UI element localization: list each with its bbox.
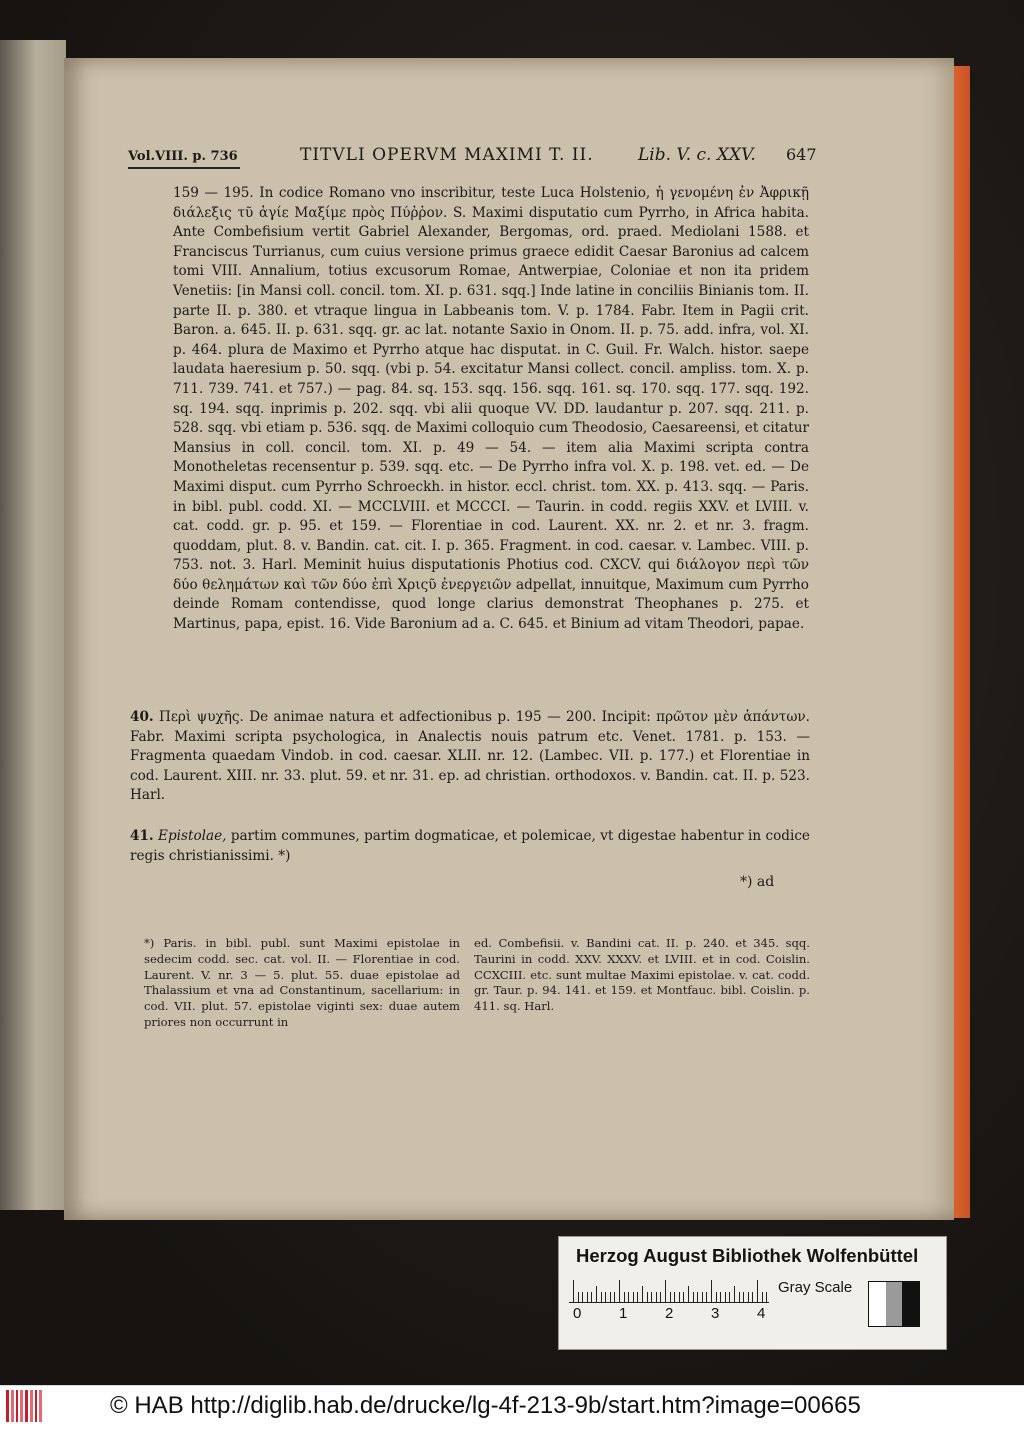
volume-reference-underline [128, 167, 240, 169]
ruler-tick [757, 1280, 758, 1302]
gray-scale-label: Gray Scale [778, 1279, 853, 1296]
library-name: Herzog August Bibliothek Wolfenbüttel [576, 1245, 919, 1266]
copyright-url[interactable]: © HAB http://diglib.hab.de/drucke/lg-4f-213-9b/start.htm?image=00665 [110, 1392, 861, 1419]
ruler-tick [656, 1292, 657, 1302]
ruler-tick [647, 1292, 648, 1302]
scale-ruler [569, 1278, 769, 1303]
ruler-tick [637, 1292, 638, 1302]
entry-text: De animae natura et adfectionibus p. 195 — 200. Incipit: πρῶτον μὲν ἁπάντων. Fabr. Maximi scripta psychologica, in Analectis nouis patrum etc. Venet. 1781. p. 153. — Fragmenta quaedam Vindob. in cod. caesar. XLII. nr. 12. (Lambec. VII. p. 177.) et Florentiae in cod. Laurent. XIII. nr. 33. plut. 59. et nr. 31. ep. ad christian. orthodoxos. v. Bandin. cat. II. p. 523. Harl. [130, 709, 810, 804]
hab-logo [6, 1390, 42, 1422]
ruler-tick [706, 1292, 707, 1302]
ruler-tick [642, 1286, 643, 1302]
ruler-tick [587, 1292, 588, 1302]
ruler-tick [670, 1292, 671, 1302]
ruler-tick [752, 1292, 753, 1302]
ruler-tick [743, 1292, 744, 1302]
ruler-tick [660, 1292, 661, 1302]
facing-page-edge [0, 40, 66, 1210]
ruler-tick [716, 1292, 717, 1302]
ruler-tick [720, 1292, 721, 1302]
scale-number: 4 [757, 1305, 766, 1322]
ruler-tick [614, 1292, 615, 1302]
ruler-tick [766, 1292, 767, 1302]
gray-swatch [886, 1282, 903, 1326]
running-title: TITVLI OPERVM MAXIMI T. II. [300, 145, 594, 165]
footnote-left-column: *) Paris. in bibl. publ. sunt Maximi epistolae in sedecim codd. sec. cat. vol. II. — Florentiae in cod. Laurent. V. nr. 3 — 5. plut. 55. duae epistolae ad Thalassium et vna ad Constantinum, sacellarium: in cod. VII. plut. 57. epistolae viginti sex: duae autem priores non occurrunt in [144, 936, 460, 1029]
ruler-tick [702, 1292, 703, 1302]
ruler-tick [591, 1292, 592, 1302]
gray-scale-swatches [868, 1281, 920, 1327]
ruler-tick [729, 1292, 730, 1302]
ruler-tick [633, 1292, 634, 1302]
gray-swatch [869, 1282, 886, 1326]
entry-41 [130, 827, 810, 866]
running-head [120, 143, 817, 171]
book-chapter-reference: Lib. V. c. XXV. [638, 145, 756, 165]
ruler-tick [619, 1280, 620, 1302]
ruler-tick [601, 1292, 602, 1302]
ruler-tick [651, 1292, 652, 1302]
ruler-tick [739, 1292, 740, 1302]
gray-swatch [902, 1282, 919, 1326]
entry-40 [130, 708, 810, 806]
ruler-tick [578, 1292, 579, 1302]
ruler-tick [679, 1292, 680, 1302]
scale-number: 3 [711, 1305, 720, 1322]
ruler-tick [693, 1292, 694, 1302]
ruler-tick [688, 1286, 689, 1302]
scale-number: 2 [665, 1305, 674, 1322]
entry-number: 41. [130, 828, 154, 844]
ruler-tick [748, 1292, 749, 1302]
entry-heading: Epistolae, [158, 828, 227, 844]
ruler-tick [610, 1292, 611, 1302]
ruler-tick [628, 1292, 629, 1302]
ruler-tick [596, 1286, 597, 1302]
ruler-tick [573, 1280, 574, 1302]
scale-numbers [569, 1305, 809, 1327]
ruler-tick [734, 1286, 735, 1302]
entry-heading: Περὶ ψυχῆς. [159, 709, 244, 725]
ruler-tick [674, 1292, 675, 1302]
entry-number: 40. [130, 709, 154, 725]
page-number: 647 [786, 145, 817, 164]
ruler-tick [605, 1292, 606, 1302]
ruler-tick [711, 1280, 712, 1302]
ruler-tick [697, 1292, 698, 1302]
volume-reference: Vol.VIII. p. 736 [128, 149, 238, 164]
ruler-tick [683, 1292, 684, 1302]
ruler-tick [762, 1292, 763, 1302]
ruler-tick [725, 1292, 726, 1302]
scale-number: 1 [619, 1305, 628, 1322]
ruler-tick [582, 1292, 583, 1302]
ruler-tick [624, 1292, 625, 1302]
ruler-tick [665, 1280, 666, 1302]
footnote-right-column: ed. Combefisii. v. Bandini cat. II. p. 240. et 345. sqq. Taurini in codd. XXV. XXXV. et LVIII. et in cod. Coislin. CCXCIII. etc. sunt multae Maximi epistolae. v. cat. codd. gr. Taur. p. 94. 141. et 159. et Montfauc. bibl. Coislin. p. 411. sq. Harl. [474, 936, 810, 1014]
main-paragraph: 159 — 195. In codice Romano vno inscribitur, teste Luca Holstenio, ἡ γενομένη ἐν Ἀφρικῇ διάλεξις τῦ ἁγίε Μαξίμε πρὸς Πύῤῥον. S. Maximi disputatio cum Pyrrho, in Africa habita. Ante Combefisium vertit Gabriel Alexander, Bergomas, ord. praed. Mediolani 1588. et Franciscus Turrianus, cum cuius versione primus graece edidit Caesar Baronius ad calcem tomi VIII. Annalium, totius excusorum Romae, Antwerpiae, Coloniae et non ita pridem Venetiis: [in Mansi coll. concil. tom. XI. p. 631. sqq.] Inde latine in conciliis Binianis tom. II. parte II. p. 380. et vtraque lingua in Labbeanis tom. V. p. 1784. Fabr. Item in Pagii crit. Baron. a. 645. II. p. 631. sqq. gr. ac lat. notante Saxio in Onom. II. p. 75. add. infra, vol. XI. p. 464. plura de Maximo et Pyrrho atque hac disputat. in C. Guil. Fr. Walch. histor. saepe laudata haeresium p. 50. sqq. (vbi p. 54. excitatur Mansi collect. concil. ampliss. tom. X. p. 711. 739. 741. et 757.) — pag. 84. sq. 153. sqq. 156. sqq. 161. sq. 170. sqq. 177. sqq. 192. sq. 194. sqq. inprimis p. 202. sqq. vbi alii quoque VV. DD. laudantur p. 207. sqq. 211. p. 528. sqq. vbi etiam p. 536. sqq. de Maximi colloquio cum Theodosio, Caesareensi, et citatur Mansius in coll. concil. tom. XI. p. 49 — 54. — item alia Maximi scripta contra Monotheletas recensentur p. 539. sqq. etc. — De Pyrrho infra vol. X. p. 198. vet. ed. — De Maximi disput. cum Pyrrho Schroeckh. in histor. eccl. christ. tom. XX. p. 413. sqq. — Paris. in bibl. publ. codd. XI. — MCCLVIII. et MCCCI. — Taurin. in codd. regiis XXV. et LVIII. v. cat. codd. gr. p. 95. et 159. — Florentiae in cod. Laurent. XX. nr. 2. et nr. 3. fragm. quoddam, plut. 8. v. Bandin. cat. cit. I. p. 365. Fragment. in cod. caesar. v. Lambec. VIII. p. 753. not. 3. Harl. Meminit huius disputationis Photius cod. CXCV. qui διάλογον περὶ τῶν δύο θελημάτων καὶ τῶν δύο ἐπὶ Χριςῦ ἐνεργειῶν adpellat, innuitque, Maximum cum Pyrrho deinde Romam contendisse, quod longe clarius demonstrat Theophanes p. 275. et Martinus, papa, epist. 16. Vide Baronium ad a. C. 645. et Binium ad vitam Theodori, papae. [173, 185, 809, 633]
scale-number: 0 [573, 1305, 582, 1322]
entry-text: partim communes, partim dogmaticae, et polemicae, vt digestae habentur in codice regis christianissimi. *) [130, 828, 810, 864]
catchword: *) ad [740, 874, 775, 890]
